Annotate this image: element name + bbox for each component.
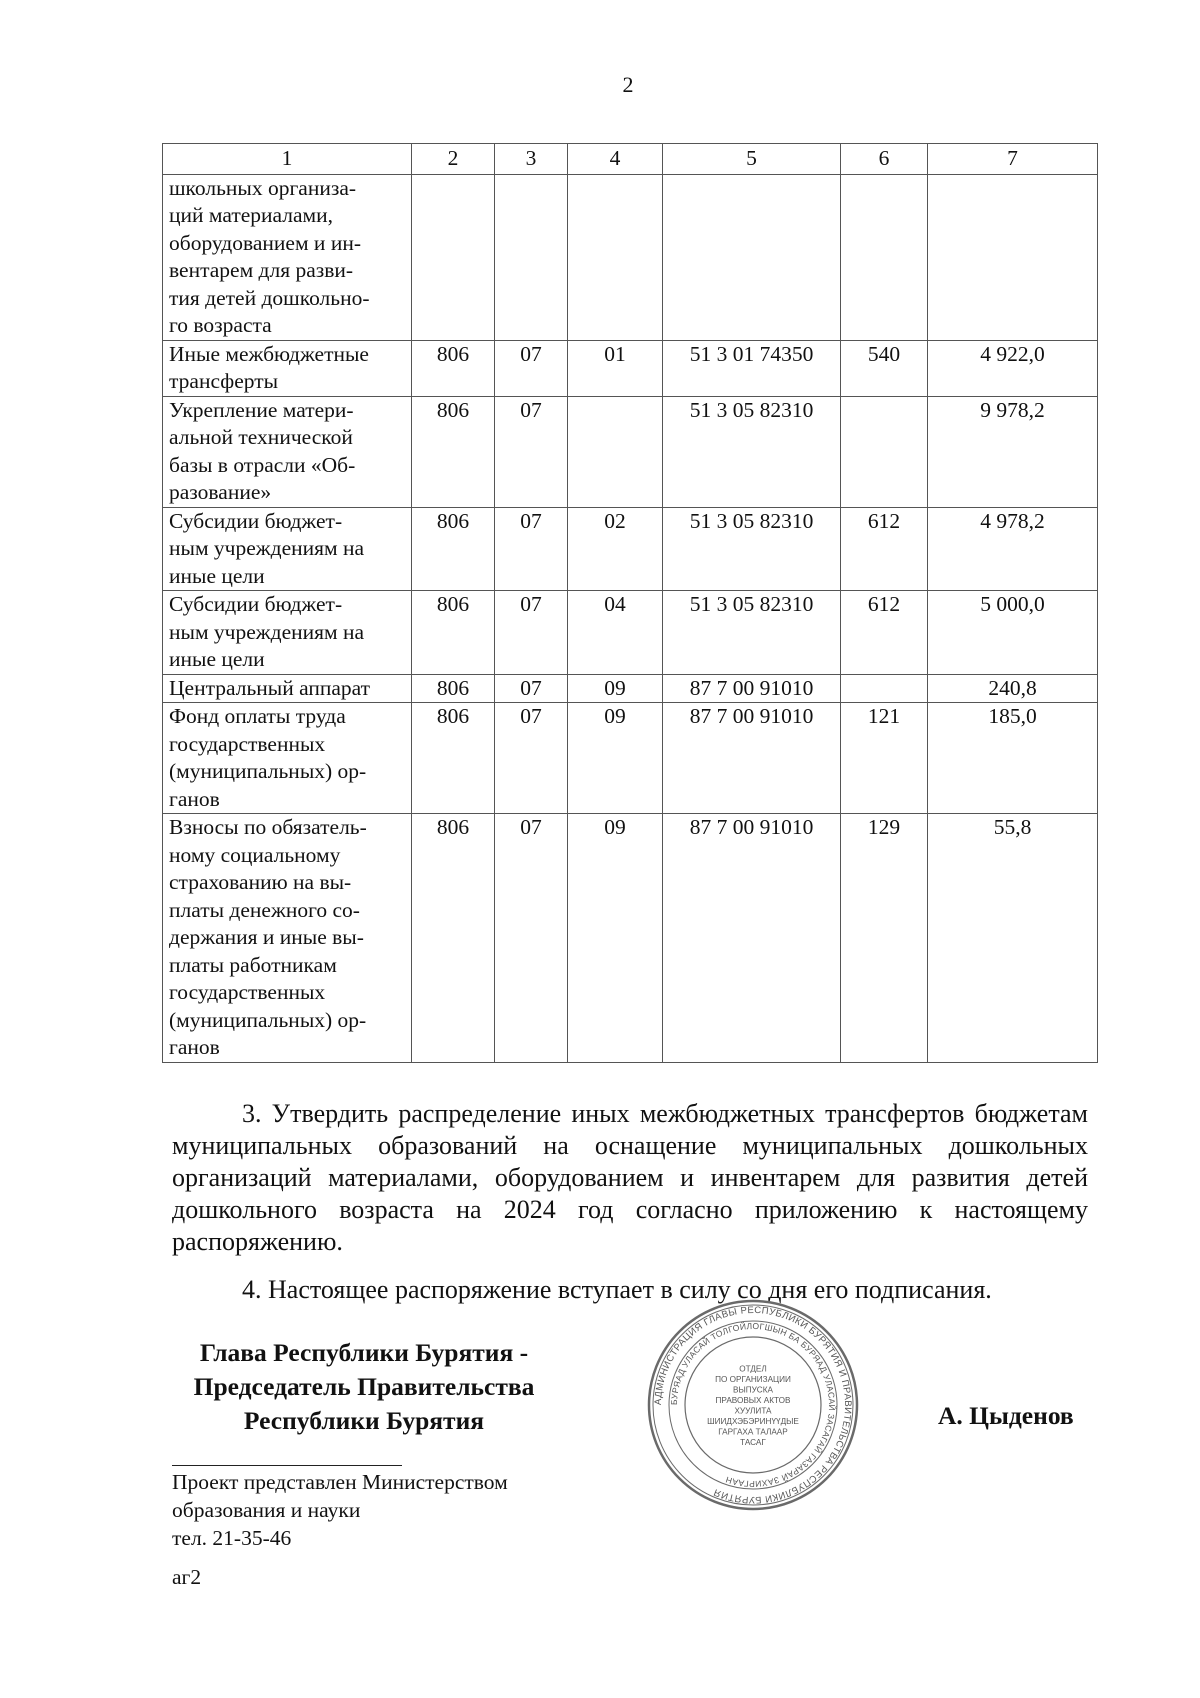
table-cell-c3: 07 [495,507,568,591]
signatory-title [164,1336,564,1438]
table-cell-c3: 07 [495,340,568,396]
table-cell-item-name [163,591,412,675]
table-cell-c4: 09 [568,814,663,1063]
signatory-title-line: Республики Бурятия [243,1406,485,1435]
footnote-line: тел. 21-35-46 [172,1526,292,1550]
item-name-line: ным учреждениям на [169,619,365,644]
table-cell-c2: 806 [412,703,495,814]
table-cell-c5: 51 3 05 82310 [663,507,841,591]
table-cell-item-name [163,396,412,507]
item-name-line: платы работникам [169,952,337,977]
footnote-line: образования и науки [172,1498,361,1522]
table-header-cell: 2 [412,144,495,175]
seal-outer-text: АДМИНИСТРАЦИЯ ГЛАВЫ РЕСПУБЛИКИ БУРЯТИЯ И ПРАВИТЕЛЬСТВА РЕСПУБЛИКИ БУРЯТИЯ [652,1304,854,1506]
table-row [163,703,1098,814]
table-cell-c6: 540 [841,340,928,396]
item-name-line: базы в отрасли «Об- [169,452,356,477]
table-row [163,814,1098,1063]
table-cell-c4: 04 [568,591,663,675]
item-name-line: Субсидии бюджет- [169,508,343,533]
table-cell-c3: 07 [495,396,568,507]
item-name-line: тия детей дошкольно- [169,285,370,310]
table-cell-c4: 01 [568,340,663,396]
budget-table [162,143,1098,1063]
footnote [172,1468,592,1552]
table-cell-c7: 9 978,2 [928,396,1098,507]
table-cell-c3: 07 [495,674,568,703]
item-name-line: платы денежного со- [169,897,360,922]
table-cell-c7: 4 978,2 [928,507,1098,591]
table-cell-c2 [412,174,495,340]
item-name-line: вентарем для разви- [169,258,354,282]
item-name-line: Центральный аппарат [169,675,371,700]
page-number: 2 [622,72,634,97]
table-header-cell: 5 [663,144,841,175]
table-cell-c2: 806 [412,340,495,396]
table-cell-c3: 07 [495,591,568,675]
item-name-line: Субсидии бюджет- [169,592,343,616]
table-cell-c5: 87 7 00 91010 [663,703,841,814]
seal-center-line: ХУУЛИТА [734,1406,772,1416]
table-cell-c4: 09 [568,674,663,703]
seal-center-line: ТАСАГ [740,1437,766,1447]
table-cell-c3: 07 [495,814,568,1063]
table-row [163,174,1098,340]
seal-center-line: ПРАВОВЫХ АКТОВ [715,1395,791,1405]
table-cell-c6: 129 [841,814,928,1063]
paragraph-3: 3. Утвердить распределение иных межбюджетных трансфертов бюджетам муниципальных образований на оснащение муниципальных дошкольных организаций материалами, оборудованием и инвентарем для развития детей дошкольного возраста на 2024 год согласно приложению к настоящему распоряжению. [172,1099,1088,1256]
table-cell-c5: 51 3 05 82310 [663,591,841,675]
item-name-line: го возраста [169,313,272,337]
table-cell-c2: 806 [412,674,495,703]
item-name-line: ганов [169,786,220,811]
table-cell-c7: 4 922,0 [928,340,1098,396]
signatory-name: А. Цыденов [938,1401,1074,1430]
item-name-line: школьных организа- [169,175,357,200]
signatory-title-line: Председатель Правительства [193,1372,535,1401]
seal-center-line: ОТДЕЛ [739,1364,767,1374]
footnote-line: Проект представлен Министерством [172,1470,508,1494]
table-cell-item-name [163,674,412,703]
table-row [163,340,1098,396]
item-name-line: Фонд оплаты труда [169,704,346,728]
table-cell-c7 [928,174,1098,340]
seal-center-line: ШИИДХЭБЭРИНҮҮДЫЕ [707,1416,799,1426]
seal-center-line: ГАРГАХА ТАЛААР [718,1427,788,1437]
table-cell-c6 [841,674,928,703]
table-cell-c5: 51 3 01 74350 [663,340,841,396]
item-name-line: оборудованием и ин- [169,230,361,255]
table-cell-c5: 87 7 00 91010 [663,674,841,703]
table-cell-c3 [495,174,568,340]
signatory-title-line: Глава Республики Бурятия - [199,1338,529,1367]
table-header-row [163,144,1098,175]
table-cell-c5: 87 7 00 91010 [663,814,841,1063]
seal-inner-text: БУРЯАД УЛАСАЙ ТОЛГОЙЛОГШЫН БА БУРЯАД УЛАСАЙ ЗАСАГАЙ ГАЗАРАЙ ЗАХИРГААН [668,1320,838,1490]
table-header-cell: 4 [568,144,663,175]
table-row [163,396,1098,507]
item-name-line: государственных [169,731,326,756]
table-cell-c4: 02 [568,507,663,591]
table-cell-c5 [663,174,841,340]
table-row [163,507,1098,591]
table-cell-c2: 806 [412,396,495,507]
item-name-line: (муниципальных) ор- [169,1007,367,1032]
document-tag: аг2 [172,1565,202,1589]
svg-text:АДМИНИСТРАЦИЯ ГЛАВЫ РЕСПУБЛИКИ [653,1305,853,1505]
table-header-cell: 7 [928,144,1098,175]
official-seal-icon [646,1298,860,1512]
footnote-divider [172,1465,402,1466]
item-name-line: трансферты [169,369,279,393]
item-name-line: государственных [169,980,326,1004]
table-cell-c4 [568,396,663,507]
table-header-cell: 6 [841,144,928,175]
item-name-line: ному социальному [169,842,341,867]
item-name-line: ций материалами, [169,203,334,227]
table-cell-item-name [163,174,412,340]
item-name-line: Иные межбюджетные [169,341,369,366]
item-name-line: иные цели [169,647,265,671]
seal-center-line: ВЫПУСКА [733,1385,773,1395]
table-cell-c6: 612 [841,507,928,591]
table-row [163,674,1098,703]
item-name-line: Взносы по обязатель- [169,815,367,839]
table-cell-c6 [841,174,928,340]
item-name-line: страхованию на вы- [169,870,352,894]
table-row [163,591,1098,675]
table-cell-c6: 121 [841,703,928,814]
item-name-line: разование» [169,480,272,504]
table-cell-item-name [163,507,412,591]
table-cell-c7: 5 000,0 [928,591,1098,675]
seal-center-line: ПО ОРГАНИЗАЦИИ [715,1374,791,1384]
table-cell-item-name [163,340,412,396]
item-name-line: альной технической [169,425,353,449]
table-cell-c7: 55,8 [928,814,1098,1063]
table-cell-c2: 806 [412,507,495,591]
item-name-line: ным учреждениям на [169,536,365,560]
table-cell-c7: 185,0 [928,703,1098,814]
table-cell-c3: 07 [495,703,568,814]
table-cell-c4 [568,174,663,340]
table-cell-c6: 612 [841,591,928,675]
table-header-cell: 3 [495,144,568,175]
table-header-cell: 1 [163,144,412,175]
item-name-line: иные цели [169,563,265,588]
table-cell-item-name [163,814,412,1063]
table-cell-item-name [163,703,412,814]
table-cell-c7: 240,8 [928,674,1098,703]
paragraph-4: 4. Настоящее распоряжение вступает в силу со дня его подписания. [242,1275,992,1304]
table-cell-c6 [841,396,928,507]
table-cell-c5: 51 3 05 82310 [663,396,841,507]
table-cell-c2: 806 [412,814,495,1063]
table-cell-c2: 806 [412,591,495,675]
item-name-line: Укрепление матери- [169,397,354,422]
table-cell-c4: 09 [568,703,663,814]
item-name-line: держания и иные вы- [169,925,364,949]
item-name-line: ганов [169,1035,220,1059]
item-name-line: (муниципальных) ор- [169,759,367,783]
